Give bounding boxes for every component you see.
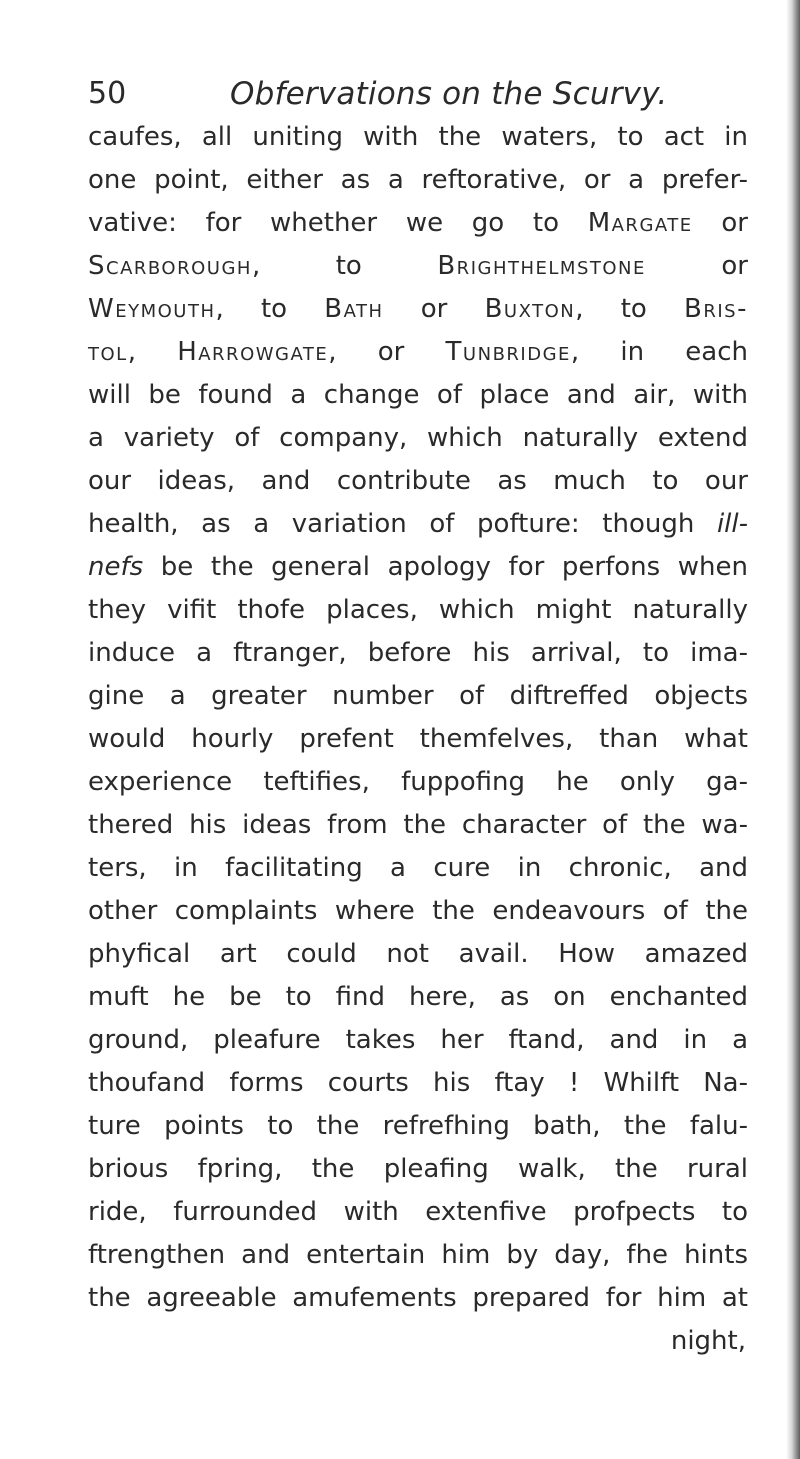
- page-number: 50: [88, 76, 127, 111]
- place-name: Bris-: [684, 294, 748, 324]
- text-line: gine a greater number of diftreffed objects: [88, 681, 748, 711]
- text-line: health, as a variation of pofture: though ill-: [88, 509, 748, 539]
- text-line: other complaints where the endeavours of the: [88, 896, 748, 926]
- catchword-line: night,: [670, 1326, 746, 1356]
- text-line: ters, in facilitating a cure in chronic, and: [88, 853, 748, 883]
- text-line: induce a ftranger, before his arrival, to ima-: [88, 638, 748, 668]
- text-line: ftrengthen and entertain him by day, fhe hints: [88, 1240, 748, 1270]
- text-line: ground, pleafure takes her ftand, and in a: [88, 1025, 748, 1055]
- text-line: thered his ideas from the character of the wa-: [88, 810, 748, 840]
- text-line: tol, Harrowgate, or Tunbridge, in each: [88, 337, 749, 367]
- text-line: brious fpring, the pleafing walk, the rural: [88, 1154, 748, 1184]
- page-edge-shadow: [786, 0, 800, 1459]
- text-line: Scarborough, to Brighthelmstone or: [88, 251, 748, 281]
- place-name: Harrowgate: [177, 337, 329, 367]
- text-line: will be found a change of place and air, with: [88, 380, 748, 410]
- text-line: vative: for whether we go to Margate or: [88, 208, 748, 238]
- text-line: a variety of company, which naturally extend: [88, 423, 748, 453]
- text-line: they vifit thofe places, which might naturally: [88, 595, 748, 625]
- running-head: [88, 72, 748, 116]
- text-line: experience teftifies, fuppofing he only ga-: [88, 767, 748, 797]
- place-name: Weymouth: [88, 294, 216, 324]
- text-line: caufes, all uniting with the waters, to act in: [88, 122, 748, 152]
- text-line: would hourly prefent themfelves, than what: [88, 724, 748, 754]
- place-name: Margate: [587, 208, 693, 238]
- text-line: one point, either as a reftorative, or a prefer-: [88, 165, 748, 195]
- body-text: [88, 116, 748, 1363]
- italic-word: nefs: [88, 552, 144, 582]
- text-line: phyfical art could not avail. How amazed: [88, 939, 748, 969]
- text-line: ture points to the refrefhing bath, the falu-: [88, 1111, 748, 1141]
- text-line: our ideas, and contribute as much to our: [88, 466, 748, 496]
- text-line: thoufand forms courts his ftay ! Whilft Na-: [88, 1068, 748, 1098]
- running-title: Obfervations on the Scurvy.: [230, 76, 668, 112]
- place-name: tol: [88, 337, 128, 367]
- text-line: the agreeable amufements prepared for him at: [88, 1283, 748, 1313]
- place-name: Bath: [324, 294, 384, 324]
- italic-word: ill-: [716, 509, 748, 539]
- place-name: Brighthelmstone: [437, 251, 646, 281]
- text-line: ride, furrounded with extenfive profpects to: [88, 1197, 748, 1227]
- place-name: Buxton: [484, 294, 576, 324]
- place-name: Tunbridge: [445, 337, 571, 367]
- text-line: muft he be to find here, as on enchanted: [88, 982, 748, 1012]
- text-line: nefs be the general apology for perfons when: [88, 552, 748, 582]
- place-name: Scarborough: [88, 251, 252, 281]
- text-line: Weymouth, to Bath or Buxton, to Bris-: [88, 294, 748, 324]
